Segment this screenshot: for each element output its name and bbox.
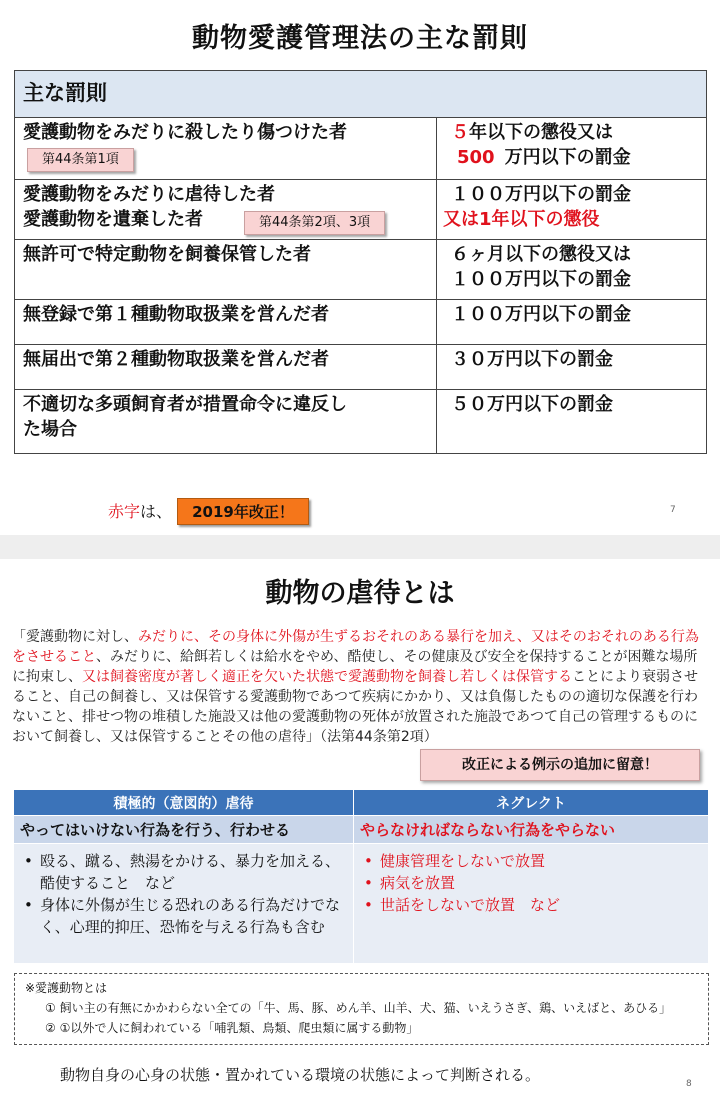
penalty-number-red: 500 [457,147,495,168]
penalty-line: １００万円以下の罰金 [451,269,631,290]
article-tag: 第44条第1項 [27,148,134,172]
slide-abuse [0,559,720,1095]
aigo-animal-definition-box [14,973,709,1045]
offense-text: た場合 [23,419,77,440]
definition-red-text: 又は飼養密度が著しく適正を欠いた状態で愛護動物を飼養し若しくは保管する [82,669,572,685]
abuse-types-table [13,789,709,964]
table-row [15,118,707,180]
box-title: ※愛護動物とは [25,981,108,995]
article-tag: 第44条第2項、3項 [244,211,385,235]
penalty-table [14,70,707,454]
column-header-neglect: ネグレクト [354,790,709,816]
note-red-word: 赤字 [108,502,141,521]
table-header: 主な罰則 [15,71,707,118]
abuse-definition: 「愛護動物に対し、みだりに、その身体に外傷が生ずるおそれのある暴行を加え、又はそのおそれのある行為をさせること、みだりに、給餌若しくは給水をやめ、酷使し、その健康及び安全を保持することが困難な場所に拘束し、又は飼養密度が著しく適正を欠いた状態で愛護動物を飼養し若しくは保管することにより衰弱させること、自己の飼養し、又は保管する愛護動物であつて疾病にかかり、又は負傷したものの適切な保護を行わないこと、排せつ物の堆積した施設又は他の愛護動物の死体が放置された施設であつて自己の管理するものにおいて飼養し、又は保管することその他の虐待」（法第44条第2項） [12,629,699,745]
offense-text: 無許可で特定動物を飼養保管した者 [15,240,437,300]
list-item: • 健康管理をしないで放置 [362,850,700,872]
box-line: ① 飼い主の有無にかかわらない全ての「牛、馬、豚、めん羊、山羊、犬、猫、いえうさぎ、鶏、いえばと、あひる」 [45,1001,672,1015]
offense-text: 無登録で第１種動物取扱業を営んだ者 [15,300,437,345]
revision-note-badge: 改正による例示の追加に留意！ [420,749,700,781]
penalty-line-red: 又は1年以下の懲役 [443,209,600,230]
offense-text: 愛護動物をみだりに虐待した者 [23,184,275,205]
offense-text: 愛護動物を遺棄した者 [23,209,203,230]
penalty-line: ３０万円以下の罰金 [437,345,707,390]
penalty-line: ６ヶ月以下の懲役又は [451,244,631,265]
list-item: • 病気を放置 [362,872,700,894]
definition-red-text: みだりに、その身体に外傷が生ずるおそれのある暴行を加え、又はそのおそれのある行為をさせること [12,629,699,665]
penalty-line: １００万円以下の罰金 [451,184,631,205]
penalty-line: 500 万円以下の罰金 [457,147,631,168]
offense-text: 愛護動物をみだりに殺したり傷つけた者 [23,122,347,143]
table-row [15,300,707,345]
column-header-active: 積極的（意図的）虐待 [14,790,354,816]
page-number: 8 [686,1079,692,1089]
subheader-active: やってはいけない行為を行う、行わせる [14,816,354,844]
neglect-list-cell [354,844,709,964]
box-line: ② ①以外で人に飼われている「哺乳類、鳥類、爬虫類に属する動物」 [45,1021,419,1035]
slide-penalties [0,0,720,535]
list-item: • 身体に外傷が生じる恐れのある行為だけでなく、心理的抑圧、恐怖を与える行為も含む [22,894,345,938]
penalty-number-red: ５ [451,122,469,143]
page-number: 7 [670,505,676,515]
penalty-line: ５０万円以下の罰金 [437,390,707,454]
table-row [15,240,707,300]
active-list-cell [14,844,354,964]
conclusion-text: 動物自身の心身の状態・置かれている環境の状態によって判断される。 [60,1066,541,1084]
slide-title: 動物愛護管理法の主な罰則 [192,23,528,54]
table-row [15,390,707,454]
penalty-line: １００万円以下の罰金 [437,300,707,345]
table-row [15,345,707,390]
list-item: • 殴る、蹴る、熱湯をかける、暴力を加える、酷使すること など [22,850,345,894]
slide-separator [0,535,720,559]
list-item: • 世話をしないで放置 など [362,894,700,916]
slide-title: 動物の虐待とは [265,578,455,609]
offense-text: 不適切な多頭飼育者が措置命令に違反し [23,394,347,415]
revision-badge: 2019年改正！ [177,498,309,525]
penalty-line: ５年以下の懲役又は [451,122,613,143]
legend-note: 赤字は、 2019年改正！ [108,498,309,525]
subheader-neglect: やらなければならない行為をやらない [354,816,709,844]
offense-text: 無届出で第２種動物取扱業を営んだ者 [15,345,437,390]
